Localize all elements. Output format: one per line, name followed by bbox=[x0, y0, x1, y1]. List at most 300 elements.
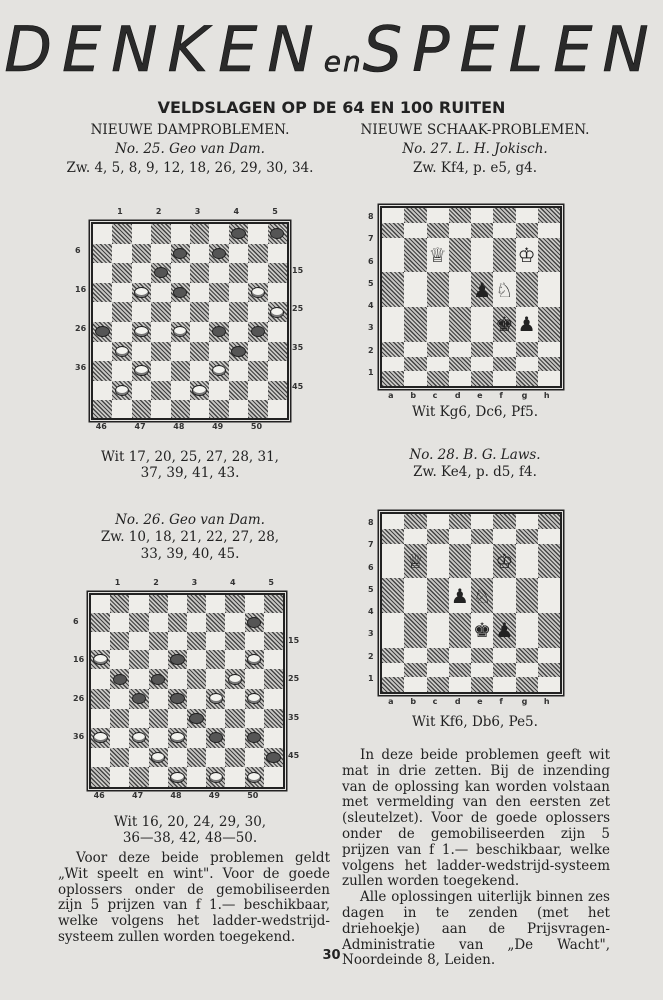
dark-square bbox=[538, 238, 560, 273]
light-square bbox=[229, 322, 248, 342]
light-square bbox=[516, 238, 538, 273]
light-square bbox=[110, 767, 129, 787]
dark-square bbox=[171, 361, 190, 381]
light-square bbox=[225, 650, 244, 670]
magazine-title bbox=[0, 14, 663, 98]
light-square bbox=[427, 357, 449, 372]
dark-square bbox=[264, 595, 283, 613]
black-draughts-piece bbox=[231, 346, 245, 357]
white-draughts-piece bbox=[251, 287, 265, 298]
light-square bbox=[471, 544, 493, 579]
dark-square bbox=[129, 767, 148, 787]
board-coordinate-label: 3 bbox=[368, 323, 374, 333]
board-coordinate-label: 5 bbox=[368, 278, 374, 288]
chess-piece-f4: ♟ bbox=[495, 618, 514, 643]
light-square bbox=[168, 748, 187, 768]
light-square bbox=[516, 307, 538, 342]
title-word-spelen: SPELEN bbox=[362, 13, 659, 86]
white-draughts-piece bbox=[212, 365, 226, 376]
light-square bbox=[427, 663, 449, 678]
light-square bbox=[190, 283, 209, 303]
dark-square bbox=[91, 650, 110, 670]
light-square bbox=[187, 613, 206, 633]
dark-square bbox=[382, 578, 404, 613]
light-square bbox=[538, 371, 560, 386]
dark-square bbox=[151, 224, 170, 244]
light-square bbox=[190, 361, 209, 381]
light-square bbox=[264, 728, 283, 748]
dark-square bbox=[190, 342, 209, 362]
light-square bbox=[225, 689, 244, 709]
chess-rules-paragraph bbox=[342, 748, 610, 969]
light-square bbox=[149, 613, 168, 633]
problem-26-title: No. 26. Geo van Dam. bbox=[115, 512, 265, 528]
dark-square bbox=[209, 283, 228, 303]
board-coordinate-label: 6 bbox=[75, 246, 81, 256]
chess-grid bbox=[380, 206, 562, 388]
light-square bbox=[264, 689, 283, 709]
white-draughts-piece bbox=[134, 287, 148, 298]
dark-square bbox=[449, 238, 471, 273]
light-square bbox=[168, 669, 187, 689]
light-square bbox=[190, 322, 209, 342]
light-square bbox=[129, 669, 148, 689]
light-square bbox=[449, 677, 471, 692]
problem-27-white: Wit Kg6, Dc6, Pf5. bbox=[411, 404, 539, 420]
dark-square bbox=[151, 342, 170, 362]
dark-square bbox=[449, 208, 471, 223]
light-square bbox=[427, 238, 449, 273]
board-coordinate-label: 7 bbox=[368, 540, 374, 550]
light-square bbox=[404, 529, 426, 544]
light-square bbox=[248, 342, 267, 362]
black-draughts-piece bbox=[170, 693, 184, 704]
black-draughts-piece bbox=[170, 654, 184, 665]
white-draughts-piece bbox=[247, 772, 261, 783]
dark-square bbox=[187, 709, 206, 729]
dark-square bbox=[427, 529, 449, 544]
light-square bbox=[471, 613, 493, 648]
light-square bbox=[471, 307, 493, 342]
light-square bbox=[268, 322, 287, 342]
board-coordinate-label: e bbox=[477, 391, 483, 400]
light-square bbox=[493, 272, 515, 307]
board-coordinate-label: 5 bbox=[268, 578, 274, 587]
dark-square bbox=[264, 748, 283, 768]
dark-square bbox=[382, 529, 404, 544]
board-coordinate-label: 36 bbox=[73, 732, 85, 741]
light-square bbox=[268, 283, 287, 303]
dark-square bbox=[404, 208, 426, 223]
dark-square bbox=[225, 632, 244, 650]
dark-square bbox=[516, 578, 538, 613]
light-square bbox=[538, 342, 560, 357]
dark-square bbox=[225, 709, 244, 729]
light-square bbox=[209, 263, 228, 283]
dark-square bbox=[187, 748, 206, 768]
light-square bbox=[471, 238, 493, 273]
board-coordinate-label: 50 bbox=[247, 791, 259, 800]
light-square bbox=[264, 613, 283, 633]
light-square bbox=[538, 578, 560, 613]
board-coordinate-label: 1 bbox=[117, 207, 123, 216]
dark-square bbox=[225, 748, 244, 768]
light-square bbox=[151, 322, 170, 342]
light-square bbox=[449, 648, 471, 663]
chess-piece-e5: ♘ bbox=[473, 583, 492, 608]
dark-square bbox=[171, 322, 190, 342]
draughts-section-title: NIEUWE DAMPROBLEMEN. bbox=[90, 122, 290, 138]
board-coordinate-label: 1 bbox=[368, 673, 374, 683]
dark-square bbox=[151, 263, 170, 283]
dark-square bbox=[206, 689, 225, 709]
dark-square bbox=[229, 342, 248, 362]
dark-square bbox=[187, 669, 206, 689]
light-square bbox=[168, 709, 187, 729]
light-square bbox=[129, 632, 148, 650]
board-coordinate-label: 49 bbox=[208, 791, 220, 800]
board-coordinate-label: 46 bbox=[95, 422, 107, 431]
light-square bbox=[93, 302, 112, 322]
light-square bbox=[110, 650, 129, 670]
dark-square bbox=[516, 223, 538, 238]
light-square bbox=[382, 238, 404, 273]
dark-square bbox=[248, 322, 267, 342]
dark-square bbox=[404, 663, 426, 678]
light-square bbox=[93, 381, 112, 401]
dark-square bbox=[245, 767, 264, 787]
light-square bbox=[538, 529, 560, 544]
black-draughts-piece bbox=[95, 326, 109, 337]
chess-piece-f5: ♘ bbox=[495, 277, 514, 302]
dark-square bbox=[264, 632, 283, 650]
dark-square bbox=[264, 669, 283, 689]
light-square bbox=[245, 709, 264, 729]
dark-square bbox=[538, 208, 560, 223]
dark-square bbox=[149, 709, 168, 729]
light-square bbox=[493, 371, 515, 386]
dark-square bbox=[538, 514, 560, 529]
light-square bbox=[209, 224, 228, 244]
dark-square bbox=[248, 400, 267, 418]
problem-25-white-1: Wit 17, 20, 25, 27, 28, 31, bbox=[101, 449, 279, 465]
dark-square bbox=[168, 728, 187, 748]
light-square bbox=[516, 208, 538, 223]
black-draughts-piece bbox=[151, 674, 165, 685]
dark-square bbox=[149, 748, 168, 768]
dark-square bbox=[493, 514, 515, 529]
light-square bbox=[248, 224, 267, 244]
board-coordinate-label: b bbox=[410, 391, 417, 400]
light-square bbox=[132, 381, 151, 401]
problem-25-white-2: 37, 39, 41, 43. bbox=[140, 465, 240, 481]
board-coordinate-label: 5 bbox=[368, 584, 374, 594]
dark-square bbox=[132, 400, 151, 418]
board-coordinate-label: d bbox=[454, 697, 461, 706]
dark-square bbox=[516, 272, 538, 307]
dark-square bbox=[206, 767, 225, 787]
chess-piece-f4: ♚ bbox=[495, 312, 514, 337]
white-draughts-piece bbox=[151, 752, 165, 763]
dark-square bbox=[268, 342, 287, 362]
dark-square bbox=[209, 400, 228, 418]
dark-square bbox=[209, 322, 228, 342]
light-square bbox=[93, 263, 112, 283]
dark-square bbox=[427, 272, 449, 307]
dark-square bbox=[112, 381, 131, 401]
light-square bbox=[110, 613, 129, 633]
dark-square bbox=[206, 650, 225, 670]
light-square bbox=[187, 689, 206, 709]
dark-square bbox=[538, 544, 560, 579]
dark-square bbox=[168, 650, 187, 670]
black-draughts-piece bbox=[154, 267, 168, 278]
light-square bbox=[471, 208, 493, 223]
light-square bbox=[91, 632, 110, 650]
board-coordinate-label: 16 bbox=[73, 655, 85, 665]
dark-square bbox=[129, 728, 148, 748]
black-draughts-piece bbox=[270, 228, 284, 239]
light-square bbox=[129, 595, 148, 613]
light-square bbox=[171, 224, 190, 244]
white-draughts-piece bbox=[115, 385, 129, 396]
dark-square bbox=[471, 648, 493, 663]
light-square bbox=[209, 381, 228, 401]
white-draughts-piece bbox=[93, 654, 107, 665]
board-coordinate-label: 2 bbox=[368, 651, 374, 661]
dark-square bbox=[112, 302, 131, 322]
dark-square bbox=[516, 677, 538, 692]
light-square bbox=[149, 728, 168, 748]
board-coordinate-label: 4 bbox=[368, 607, 374, 617]
light-square bbox=[112, 400, 131, 418]
board-coordinate-label: 25 bbox=[288, 674, 300, 684]
dark-square bbox=[382, 371, 404, 386]
problem-28-title: No. 28. B. G. Laws. bbox=[409, 447, 541, 463]
dark-square bbox=[168, 767, 187, 787]
light-square bbox=[404, 677, 426, 692]
problem-26-white-1: Wit 16, 20, 24, 29, 30, bbox=[113, 814, 267, 830]
light-square bbox=[449, 529, 471, 544]
light-square bbox=[516, 514, 538, 529]
dark-square bbox=[449, 514, 471, 529]
light-square bbox=[382, 307, 404, 342]
light-square bbox=[538, 648, 560, 663]
dark-square bbox=[112, 224, 131, 244]
light-square bbox=[516, 544, 538, 579]
dark-square bbox=[449, 613, 471, 648]
dark-square bbox=[382, 648, 404, 663]
dark-square bbox=[168, 613, 187, 633]
board-coordinate-label: g bbox=[521, 391, 528, 400]
board-coordinate-label: 47 bbox=[132, 791, 144, 800]
black-draughts-piece bbox=[251, 326, 265, 337]
dark-square bbox=[225, 595, 244, 613]
light-square bbox=[151, 244, 170, 264]
dark-square bbox=[404, 238, 426, 273]
board-coordinate-label: 45 bbox=[288, 751, 300, 761]
dark-square bbox=[404, 357, 426, 372]
light-square bbox=[449, 272, 471, 307]
light-square bbox=[404, 342, 426, 357]
light-square bbox=[493, 342, 515, 357]
dark-square bbox=[449, 357, 471, 372]
board-coordinate-label: 26 bbox=[75, 323, 87, 333]
light-square bbox=[129, 748, 148, 768]
light-square bbox=[516, 357, 538, 372]
dark-square bbox=[449, 544, 471, 579]
dark-square bbox=[382, 677, 404, 692]
chess-grid bbox=[380, 512, 562, 694]
light-square bbox=[493, 529, 515, 544]
chess-piece-g4: ♟ bbox=[517, 312, 536, 337]
dark-square bbox=[190, 224, 209, 244]
chess-piece-e4: ♚ bbox=[473, 618, 492, 643]
dark-square bbox=[516, 371, 538, 386]
black-draughts-piece bbox=[189, 713, 203, 724]
board-coordinate-label: h bbox=[543, 391, 550, 400]
light-square bbox=[190, 244, 209, 264]
light-square bbox=[245, 595, 264, 613]
dark-square bbox=[493, 544, 515, 579]
problem-26-black-1: Zw. 10, 18, 21, 22, 27, 28, bbox=[100, 529, 280, 545]
board-coordinate-label: c bbox=[432, 697, 438, 706]
light-square bbox=[493, 223, 515, 238]
dark-square bbox=[516, 529, 538, 544]
light-square bbox=[427, 613, 449, 648]
light-square bbox=[132, 302, 151, 322]
title-word-en: en bbox=[323, 45, 363, 78]
dark-square bbox=[129, 650, 148, 670]
board-coordinate-label: 3 bbox=[191, 578, 198, 587]
black-draughts-piece bbox=[231, 228, 245, 239]
dark-square bbox=[471, 342, 493, 357]
dark-square bbox=[245, 728, 264, 748]
light-square bbox=[151, 361, 170, 381]
dark-square bbox=[427, 371, 449, 386]
black-draughts-piece bbox=[266, 752, 280, 763]
submission-text: Alle oplossingen uiterlijk binnen zes dagen in te zenden (met het driehoekje) aan de Prijsvragen-Administratie van „De Wacht", Noordeinde 8, Leiden. bbox=[342, 889, 610, 969]
dark-square bbox=[110, 595, 129, 613]
board-coordinate-label: 4 bbox=[368, 301, 374, 311]
light-square bbox=[248, 381, 267, 401]
draughts-grid bbox=[89, 593, 285, 789]
light-square bbox=[151, 283, 170, 303]
light-square bbox=[149, 650, 168, 670]
light-square bbox=[538, 677, 560, 692]
dark-square bbox=[493, 208, 515, 223]
light-square bbox=[93, 342, 112, 362]
draughts-grid bbox=[91, 222, 289, 420]
dark-square bbox=[449, 307, 471, 342]
light-square bbox=[132, 224, 151, 244]
dark-square bbox=[209, 361, 228, 381]
light-square bbox=[248, 263, 267, 283]
dark-square bbox=[129, 689, 148, 709]
dark-square bbox=[171, 283, 190, 303]
dark-square bbox=[187, 595, 206, 613]
light-square bbox=[206, 632, 225, 650]
dark-square bbox=[493, 307, 515, 342]
dark-square bbox=[91, 613, 110, 633]
problem-26-white-2: 36—38, 42, 48—50. bbox=[122, 830, 258, 846]
light-square bbox=[168, 632, 187, 650]
board-coordinate-label: 16 bbox=[75, 284, 87, 294]
dark-square bbox=[404, 613, 426, 648]
dark-square bbox=[516, 648, 538, 663]
light-square bbox=[404, 223, 426, 238]
light-square bbox=[245, 669, 264, 689]
light-square bbox=[225, 613, 244, 633]
light-square bbox=[209, 342, 228, 362]
light-square bbox=[264, 650, 283, 670]
draughts-rules-paragraph bbox=[58, 851, 330, 946]
dark-square bbox=[248, 244, 267, 264]
dark-square bbox=[132, 361, 151, 381]
light-square bbox=[206, 709, 225, 729]
board-coordinate-label: 1 bbox=[114, 578, 121, 587]
board-coordinate-label: d bbox=[454, 391, 461, 400]
black-draughts-piece bbox=[209, 732, 223, 743]
light-square bbox=[471, 663, 493, 678]
dark-square bbox=[91, 689, 110, 709]
dark-square bbox=[427, 342, 449, 357]
light-square bbox=[132, 342, 151, 362]
dark-square bbox=[110, 669, 129, 689]
black-draughts-piece bbox=[212, 248, 226, 259]
light-square bbox=[449, 342, 471, 357]
dark-square bbox=[382, 223, 404, 238]
black-draughts-piece bbox=[212, 326, 226, 337]
board-coordinate-label: 2 bbox=[153, 578, 159, 587]
light-square bbox=[427, 514, 449, 529]
black-draughts-piece bbox=[173, 248, 187, 259]
light-square bbox=[229, 361, 248, 381]
white-draughts-piece bbox=[132, 732, 146, 743]
light-square bbox=[110, 689, 129, 709]
dark-square bbox=[206, 613, 225, 633]
light-square bbox=[268, 361, 287, 381]
light-square bbox=[382, 514, 404, 529]
light-square bbox=[171, 263, 190, 283]
light-square bbox=[187, 767, 206, 787]
dark-square bbox=[471, 223, 493, 238]
dark-square bbox=[229, 224, 248, 244]
board-coordinate-label: 46 bbox=[93, 791, 105, 800]
dark-square bbox=[382, 272, 404, 307]
dark-square bbox=[206, 728, 225, 748]
light-square bbox=[91, 595, 110, 613]
chess-piece-g6: ♔ bbox=[517, 242, 536, 267]
white-draughts-piece bbox=[192, 385, 206, 396]
light-square bbox=[149, 689, 168, 709]
board-coordinate-label: 49 bbox=[212, 422, 224, 431]
dark-square bbox=[171, 400, 190, 418]
white-draughts-piece bbox=[170, 772, 184, 783]
light-square bbox=[171, 302, 190, 322]
white-draughts-piece bbox=[170, 732, 184, 743]
black-draughts-piece bbox=[247, 732, 261, 743]
light-square bbox=[404, 272, 426, 307]
chess-piece-d5: ♟ bbox=[450, 583, 469, 608]
light-square bbox=[516, 613, 538, 648]
dark-square bbox=[229, 381, 248, 401]
light-square bbox=[190, 400, 209, 418]
light-square bbox=[493, 578, 515, 613]
light-square bbox=[471, 357, 493, 372]
light-square bbox=[187, 728, 206, 748]
board-coordinate-label: e bbox=[477, 697, 483, 706]
